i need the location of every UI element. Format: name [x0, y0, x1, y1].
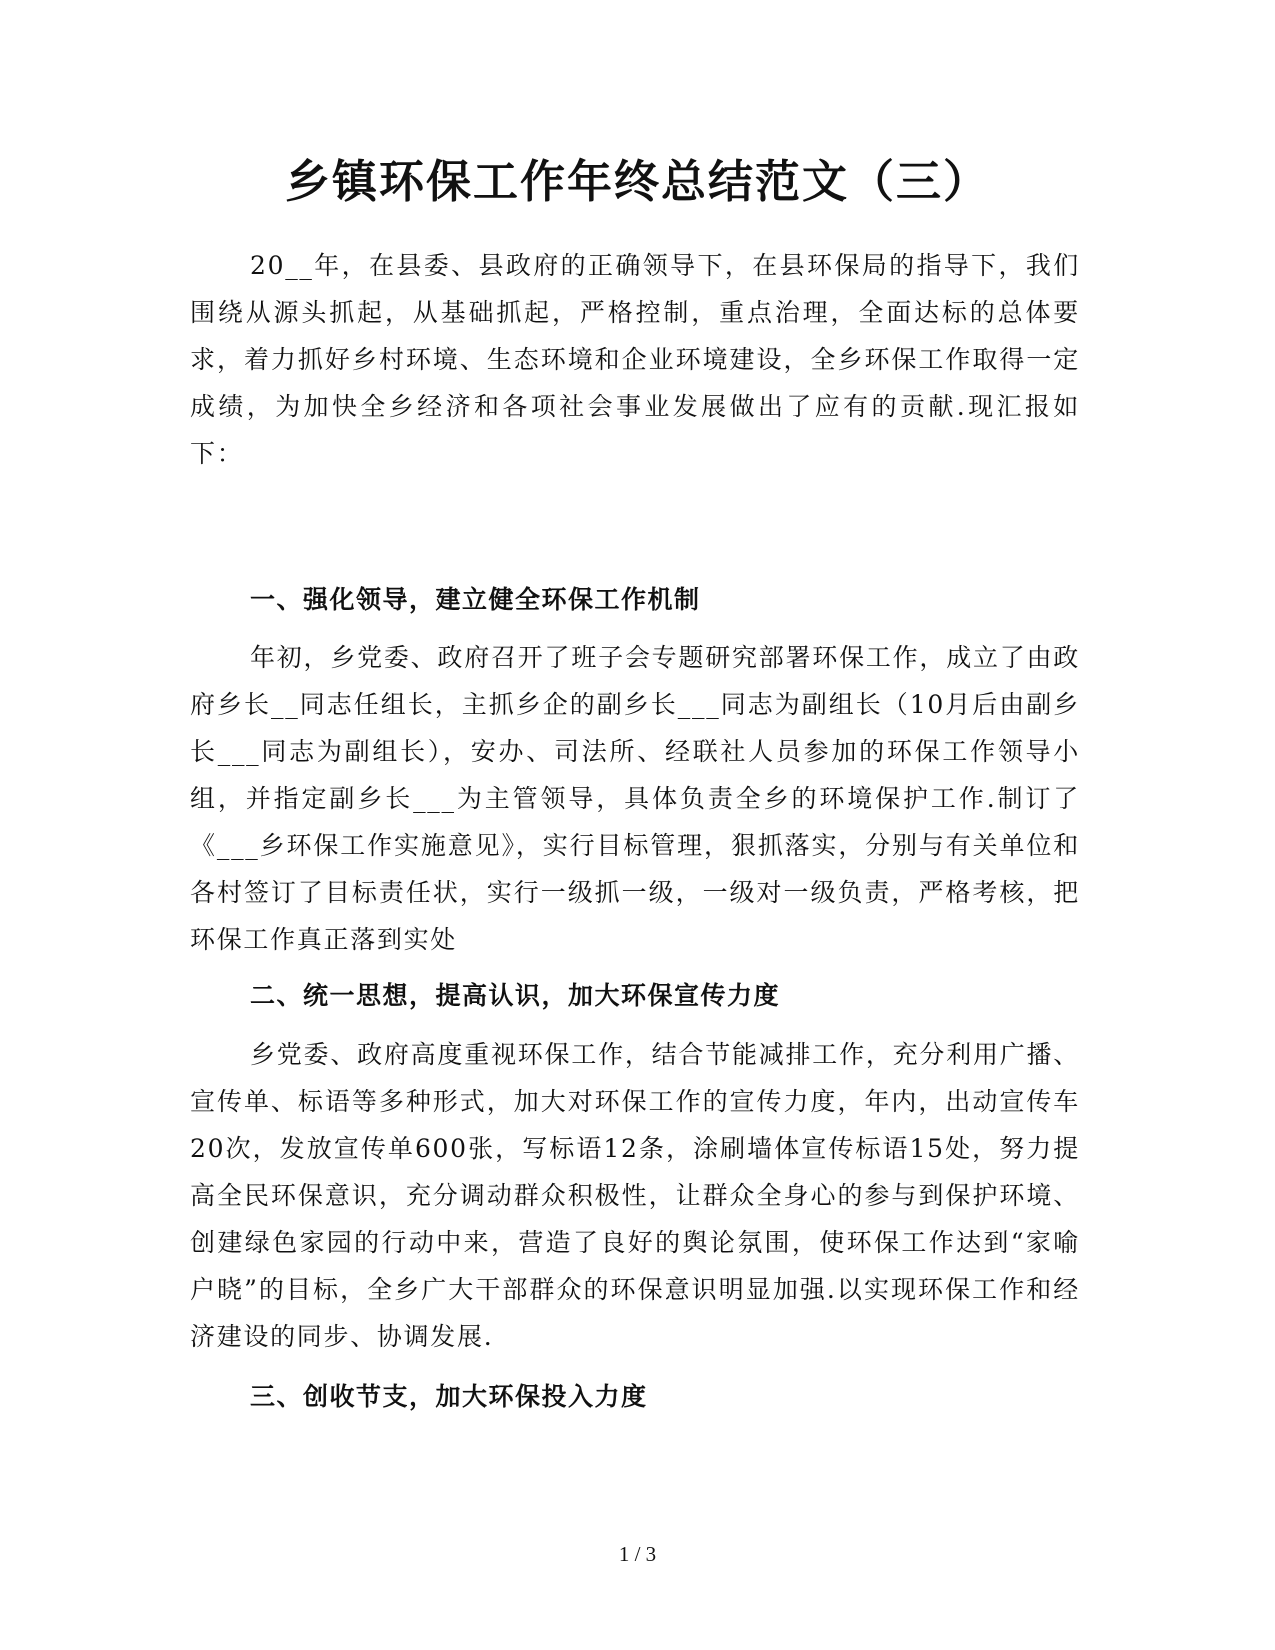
section-2-heading: 二、统一思想，提高认识，加大环保宣传力度	[250, 981, 781, 1010]
section-1-heading: 一、强化领导，建立健全环保工作机制	[250, 585, 701, 614]
section-3-heading: 三、创收节支，加大环保投入力度	[250, 1382, 648, 1411]
section-2-paragraph: 乡党委、政府高度重视环保工作，结合节能减排工作，充分利用广播、宣传单、标语等多种形式，加大对环保工作的宣传力度，年内，出动宣传车20次，发放宣传单600张，写标语12条，涂刷墙体宣传标语15处，努力提高全民环保意识，充分调动群众积极性，让群众全身心的参与到保护环境、创建绿色家园的行动中来，营造了良好的舆论氛围，使环保工作达到“家喻户晓”的目标，全乡广大干部群众的环保意识明显加强.以实现环保工作和经济建设的同步、协调发展.	[190, 1040, 1080, 1351]
section-1-paragraph: 年初，乡党委、政府召开了班子会专题研究部署环保工作，成立了由政府乡长__同志任组长，主抓乡企的副乡长___同志为副组长（10月后由副乡长___同志为副组长），安办、司法所、经联社人员参加的环保工作领导小组，并指定副乡长___为主管领导，具体负责全乡的环境保护工作.制订了《___乡环保工作实施意见》，实行目标管理，狠抓落实，分别与有关单位和各村签订了目标责任状，实行一级抓一级，一级对一级负责，严格考核，把环保工作真正落到实处	[190, 643, 1080, 954]
document-title: 乡镇环保工作年终总结范文（三）	[284, 155, 990, 208]
page-number: 1 / 3	[618, 1542, 657, 1566]
intro-paragraph: 20__年，在县委、县政府的正确领导下，在县环保局的指导下，我们围绕从源头抓起，从基础抓起，严格控制，重点治理，全面达标的总体要求，着力抓好乡村环境、生态环境和企业环境建设，全乡环保工作取得一定成绩，为加快全乡经济和各项社会事业发展做出了应有的贡献.现汇报如下：	[190, 251, 1080, 468]
